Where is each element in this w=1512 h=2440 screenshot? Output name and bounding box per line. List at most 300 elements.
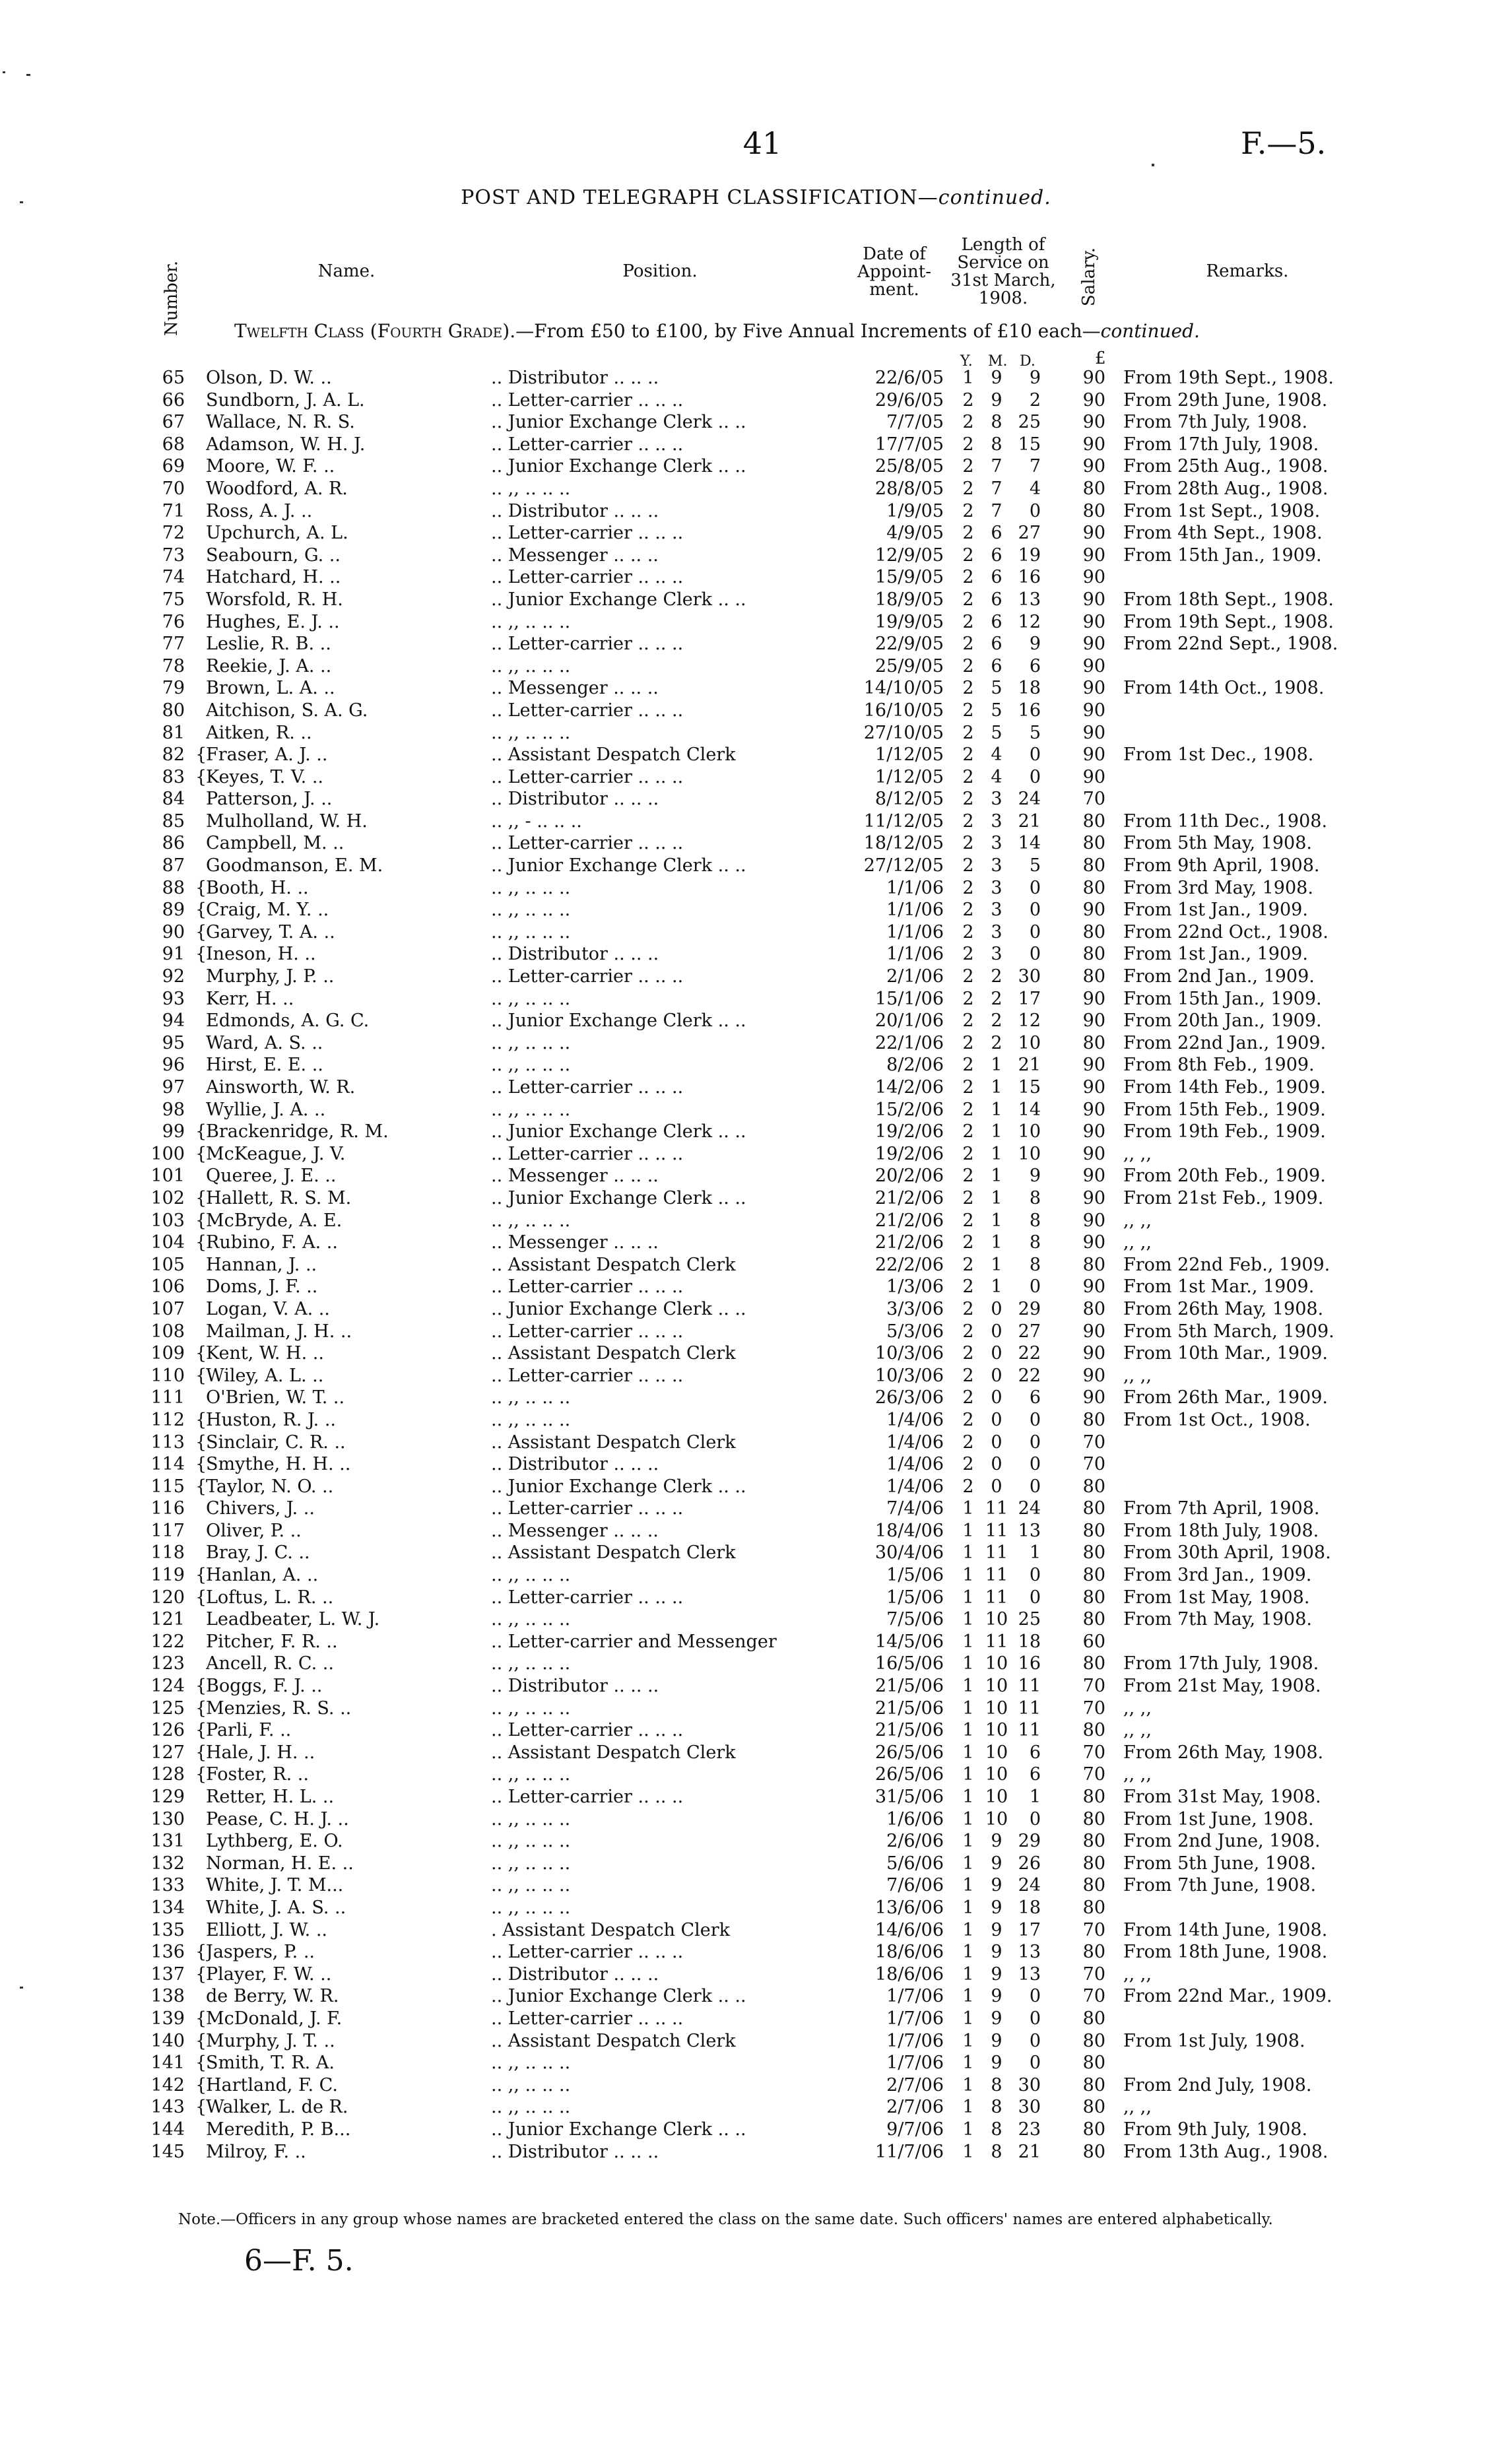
row-salary: 80 [1082, 921, 1105, 942]
row-years: 2 [962, 855, 974, 876]
row-months: 1 [991, 1232, 1003, 1253]
margin-speck [20, 1987, 23, 1989]
row-date: 15/2/06 [874, 1099, 944, 1120]
row-months: 8 [991, 2119, 1003, 2140]
row-salary: 80 [1082, 500, 1105, 521]
row-years: 1 [962, 1919, 974, 1940]
row-name: Wyllie, J. A. .. [206, 1099, 326, 1120]
row-days: 5 [1029, 722, 1041, 743]
row-date: 1/1/06 [886, 921, 944, 942]
row-bracket: { [195, 1343, 207, 1364]
row-remarks: From 18th Sept., 1908. [1123, 589, 1334, 610]
row-months: 10 [985, 1653, 1008, 1674]
row-remarks: From 1st July, 1908. [1123, 2030, 1305, 2051]
row-bracket: { [195, 900, 207, 921]
row-date: 7/6/06 [886, 1875, 944, 1896]
row-number: 139 [150, 2008, 185, 2029]
row-salary: 90 [1082, 589, 1105, 610]
row-remarks: From 29th June, 1908. [1123, 389, 1328, 411]
table-row [0, 611, 1512, 634]
row-number: 127 [150, 1742, 185, 1763]
table-row [0, 1476, 1512, 1498]
row-date: 27/12/05 [863, 855, 944, 876]
row-days: 27 [1018, 1321, 1041, 1342]
row-days: 13 [1018, 1963, 1041, 1985]
row-name: McDonald, J. F. [206, 2008, 343, 2029]
row-months: 9 [991, 2053, 1003, 2074]
row-name: Woodford, A. R. [206, 478, 348, 499]
row-salary: 90 [1082, 434, 1105, 455]
margin-speck [3, 71, 5, 73]
row-position: .. Letter-carrier .. .. .. [491, 1321, 684, 1342]
row-years: 2 [962, 833, 974, 854]
row-years: 1 [962, 1653, 974, 1674]
row-days: 10 [1018, 1121, 1041, 1142]
row-position: .. Letter-carrier .. .. .. [491, 1365, 684, 1386]
row-number: 136 [150, 1942, 185, 1963]
row-date: 1/7/06 [886, 2053, 944, 2074]
table-row [0, 1054, 1512, 1076]
row-position: .. ,, .. .. .. [491, 1210, 571, 1231]
table-row [0, 1365, 1512, 1387]
row-number: 120 [150, 1587, 185, 1608]
row-date: 15/1/06 [874, 988, 944, 1009]
row-date: 13/6/06 [874, 1897, 944, 1918]
row-salary: 80 [1082, 1498, 1105, 1519]
row-salary: 70 [1082, 1986, 1105, 2007]
row-salary: 80 [1082, 2141, 1105, 2162]
row-date: 1/9/05 [886, 500, 944, 521]
row-number: 65 [162, 368, 185, 388]
row-remarks: From 22nd Feb., 1909. [1123, 1254, 1331, 1275]
row-date: 25/9/05 [874, 655, 944, 676]
table-row [0, 722, 1512, 744]
row-remarks: ,, ,, [1123, 1365, 1152, 1386]
row-salary: 70 [1082, 1742, 1105, 1763]
row-days: 26 [1018, 1853, 1041, 1874]
row-number: 132 [150, 1853, 185, 1874]
row-name: McKeague, J. V. [206, 1143, 346, 1164]
row-days: 0 [1029, 2030, 1041, 2051]
row-remarks: From 5th May, 1908. [1123, 833, 1312, 854]
class-subheading [234, 320, 1200, 342]
row-position: .. Letter-carrier .. .. .. [491, 966, 684, 987]
row-position: .. ,, .. .. .. [491, 2053, 571, 2074]
row-name: Wallace, N. R. S. [206, 412, 355, 433]
row-position: .. ,, .. .. .. [491, 2097, 571, 2118]
row-months: 2 [991, 1032, 1003, 1053]
row-name: Worsfold, R. H. [206, 589, 343, 610]
row-number: 91 [162, 944, 185, 965]
row-number: 129 [150, 1787, 185, 1807]
row-remarks: From 2nd June, 1908. [1123, 1831, 1321, 1852]
row-remarks: From 3rd May, 1908. [1123, 877, 1313, 898]
row-name: Rubino, F. A. .. [206, 1232, 338, 1253]
row-position: .. ,, .. .. .. [491, 1897, 571, 1918]
row-name: Doms, J. F. .. [206, 1276, 318, 1298]
row-remarks: From 7th April, 1908. [1123, 1498, 1320, 1519]
table-row [0, 1564, 1512, 1587]
row-days: 30 [1018, 2074, 1041, 2095]
row-date: 26/3/06 [874, 1387, 944, 1408]
row-months: 11 [985, 1520, 1008, 1541]
table-row [0, 899, 1512, 921]
row-position: .. ,, .. .. .. [491, 1055, 571, 1076]
row-bracket: { [195, 1587, 207, 1608]
row-salary: 80 [1082, 966, 1105, 987]
row-days: 0 [1029, 1565, 1041, 1586]
row-months: 3 [991, 810, 1003, 832]
row-years: 2 [962, 434, 974, 455]
row-days: 8 [1029, 1210, 1041, 1231]
table-row [0, 766, 1512, 789]
row-name: Reekie, J. A. .. [206, 655, 332, 676]
row-years: 2 [962, 700, 974, 721]
row-date: 1/4/06 [886, 1476, 944, 1497]
row-name: Hannan, J. .. [206, 1254, 317, 1275]
row-salary: 90 [1082, 900, 1105, 921]
table-row [0, 1698, 1512, 1720]
table-row [0, 1742, 1512, 1764]
row-date: 9/7/06 [886, 2119, 944, 2140]
row-date: 18/6/06 [874, 1963, 944, 1985]
row-remarks: From 26th May, 1908. [1123, 1298, 1324, 1319]
row-months: 11 [985, 1498, 1008, 1519]
row-months: 6 [991, 589, 1003, 610]
row-name: Hallett, R. S. M. [206, 1187, 352, 1208]
row-days: 0 [1029, 900, 1041, 921]
row-remarks: From 22nd Jan., 1909. [1123, 1032, 1327, 1053]
row-salary: 80 [1082, 2097, 1105, 2118]
row-remarks: ,, ,, [1123, 1698, 1152, 1719]
row-salary: 60 [1082, 1631, 1105, 1652]
row-years: 1 [962, 1787, 974, 1807]
row-date: 14/5/06 [874, 1631, 944, 1652]
row-remarks: ,, ,, [1123, 1764, 1152, 1785]
row-months: 6 [991, 567, 1003, 588]
row-name: Smith, T. R. A. [206, 2053, 335, 2074]
row-years: 2 [962, 1187, 974, 1208]
row-months: 8 [991, 434, 1003, 455]
row-date: 4/9/05 [886, 523, 944, 544]
row-days: 0 [1029, 1276, 1041, 1298]
row-date: 1/7/06 [886, 2008, 944, 2029]
row-days: 0 [1029, 944, 1041, 965]
row-position: .. Letter-carrier .. .. .. [491, 833, 684, 854]
title-continued: continued. [938, 186, 1051, 209]
row-remarks: From 21st May, 1908. [1123, 1676, 1321, 1697]
table-row [0, 1587, 1512, 1609]
table-row [0, 788, 1512, 810]
row-months: 1 [991, 1099, 1003, 1120]
row-months: 10 [985, 1808, 1008, 1830]
row-salary: 90 [1082, 1232, 1105, 1253]
row-remarks: From 9th July, 1908. [1123, 2119, 1308, 2140]
row-position: .. Letter-carrier .. .. .. [491, 389, 684, 411]
row-days: 6 [1029, 1387, 1041, 1408]
row-salary: 80 [1082, 1542, 1105, 1564]
table-row [0, 1941, 1512, 1963]
row-months: 9 [991, 1919, 1003, 1940]
row-name: Aitken, R. .. [206, 722, 312, 743]
row-years: 2 [962, 744, 974, 766]
row-days: 29 [1018, 1831, 1041, 1852]
row-position: .. Assistant Despatch Clerk [491, 1254, 736, 1275]
row-salary: 90 [1082, 389, 1105, 411]
row-position: .. ,, .. .. .. [491, 478, 571, 499]
row-days: 0 [1029, 1476, 1041, 1497]
row-date: 1/7/06 [886, 1986, 944, 2007]
row-position: .. Letter-carrier .. .. .. [491, 1143, 684, 1164]
row-number: 128 [150, 1764, 185, 1785]
row-salary: 70 [1082, 1764, 1105, 1785]
row-days: 17 [1018, 988, 1041, 1009]
row-number: 133 [150, 1875, 185, 1896]
row-months: 6 [991, 544, 1003, 566]
row-days: 6 [1029, 1764, 1041, 1785]
row-number: 84 [162, 789, 185, 810]
row-salary: 70 [1082, 1963, 1105, 1985]
row-months: 1 [991, 1143, 1003, 1164]
row-date: 12/9/05 [874, 544, 944, 566]
row-date: 21/5/06 [874, 1720, 944, 1741]
row-months: 10 [985, 1720, 1008, 1741]
table-row [0, 832, 1512, 855]
row-date: 15/9/05 [874, 567, 944, 588]
row-months: 1 [991, 1210, 1003, 1231]
row-years: 1 [962, 2074, 974, 2095]
row-days: 13 [1018, 589, 1041, 610]
row-position: .. ,, .. .. .. [491, 900, 571, 921]
row-position: .. ,, .. .. .. [491, 877, 571, 898]
row-bracket: { [195, 1210, 207, 1231]
row-position: .. ,, .. .. .. [491, 655, 571, 676]
row-remarks: From 9th April, 1908. [1123, 855, 1320, 876]
row-date: 1/4/06 [886, 1432, 944, 1453]
row-remarks: From 10th Mar., 1909. [1123, 1343, 1328, 1364]
row-days: 9 [1029, 1166, 1041, 1187]
row-months: 3 [991, 900, 1003, 921]
row-position: .. ,, .. .. .. [491, 1609, 571, 1630]
row-position: .. Distributor .. .. .. [491, 500, 659, 521]
row-date: 18/4/06 [874, 1520, 944, 1541]
row-months: 9 [991, 2008, 1003, 2029]
row-salary: 80 [1082, 1942, 1105, 1963]
row-salary: 90 [1082, 412, 1105, 433]
row-days: 25 [1018, 1609, 1041, 1630]
class-continued: continued. [1100, 320, 1200, 342]
row-name: Hanlan, A. .. [206, 1565, 319, 1586]
row-months: 3 [991, 877, 1003, 898]
table-row [0, 1985, 1512, 2008]
row-days: 30 [1018, 2097, 1041, 2118]
row-name: Hale, J. H. .. [206, 1742, 315, 1763]
row-remarks: From 20th Jan., 1909. [1123, 1010, 1322, 1032]
row-number: 140 [150, 2030, 185, 2051]
row-number: 81 [162, 722, 185, 743]
row-date: 26/5/06 [874, 1764, 944, 1785]
row-number: 88 [162, 877, 185, 898]
row-name: Murphy, J. P. .. [206, 966, 335, 987]
row-years: 1 [962, 1587, 974, 1608]
row-name: Hartland, F. C. [206, 2074, 338, 2095]
row-number: 141 [150, 2053, 185, 2074]
table-row [0, 1853, 1512, 1875]
row-months: 9 [991, 1831, 1003, 1852]
row-number: 68 [162, 434, 185, 455]
row-number: 69 [162, 456, 185, 477]
row-salary: 80 [1082, 855, 1105, 876]
row-months: 10 [985, 1676, 1008, 1697]
row-days: 16 [1018, 700, 1041, 721]
table-row [0, 1631, 1512, 1653]
row-position: .. Letter-carrier .. .. .. [491, 1942, 684, 1963]
row-years: 2 [962, 1276, 974, 1298]
row-days: 0 [1029, 1808, 1041, 1830]
row-years: 2 [962, 921, 974, 942]
table-row [0, 1409, 1512, 1432]
row-months: 9 [991, 1963, 1003, 1985]
row-months: 0 [991, 1387, 1003, 1408]
row-days: 14 [1018, 833, 1041, 854]
row-years: 2 [962, 1055, 974, 1076]
row-months: 1 [991, 1166, 1003, 1187]
row-months: 10 [985, 1787, 1008, 1807]
row-remarks: ,, ,, [1123, 1720, 1152, 1741]
row-position: .. Assistant Despatch Clerk [491, 1432, 736, 1453]
row-remarks: From 15th Feb., 1909. [1123, 1099, 1326, 1120]
table-row [0, 1342, 1512, 1365]
row-years: 1 [962, 1764, 974, 1785]
row-position: .. Letter-carrier .. .. .. [491, 523, 684, 544]
row-position: .. Junior Exchange Clerk .. .. [491, 1187, 746, 1208]
row-years: 2 [962, 1099, 974, 1120]
row-months: 7 [991, 500, 1003, 521]
row-date: 1/1/06 [886, 944, 944, 965]
row-days: 17 [1018, 1919, 1041, 1940]
row-remarks: From 31st May, 1908. [1123, 1787, 1321, 1807]
row-name: Campbell, M. .. [206, 833, 345, 854]
row-years: 2 [962, 900, 974, 921]
row-years: 2 [962, 966, 974, 987]
row-number: 99 [162, 1121, 185, 1142]
row-salary: 90 [1082, 1010, 1105, 1032]
row-days: 0 [1029, 500, 1041, 521]
row-position: .. Letter-carrier .. .. .. [491, 1787, 684, 1807]
row-months: 8 [991, 2074, 1003, 2095]
row-position: .. Letter-carrier .. .. .. [491, 766, 684, 787]
row-salary: 80 [1082, 833, 1105, 854]
table-row [0, 1963, 1512, 1986]
row-years: 2 [962, 1077, 974, 1098]
row-months: 10 [985, 1698, 1008, 1719]
row-number: 101 [150, 1166, 185, 1187]
row-position: .. Junior Exchange Clerk .. .. [491, 589, 746, 610]
table-row [0, 1187, 1512, 1210]
row-years: 2 [962, 1365, 974, 1386]
row-salary: 80 [1082, 2008, 1105, 2029]
row-position: .. Letter-carrier .. .. .. [491, 434, 684, 455]
row-bracket: { [195, 1720, 207, 1741]
row-days: 0 [1029, 1432, 1041, 1453]
row-date: 22/9/05 [874, 634, 944, 655]
row-number: 77 [162, 634, 185, 655]
row-salary: 90 [1082, 1365, 1105, 1386]
row-days: 10 [1018, 1032, 1041, 1053]
row-number: 113 [150, 1432, 185, 1453]
row-years: 2 [962, 944, 974, 965]
row-bracket: { [195, 2008, 207, 2029]
table-row [0, 810, 1512, 833]
row-number: 75 [162, 589, 185, 610]
pound-label: £ [1095, 348, 1106, 368]
table-row [0, 700, 1512, 722]
row-bracket: { [195, 1121, 207, 1142]
row-number: 107 [150, 1298, 185, 1319]
row-salary: 70 [1082, 1676, 1105, 1697]
row-date: 19/9/05 [874, 611, 944, 632]
row-months: 1 [991, 1187, 1003, 1208]
row-bracket: { [195, 1698, 207, 1719]
row-number: 144 [150, 2119, 185, 2140]
row-name: Booth, H. .. [206, 877, 309, 898]
table-row [0, 455, 1512, 478]
table-row [0, 478, 1512, 500]
row-remarks: ,, ,, [1123, 2097, 1152, 2118]
row-number: 103 [150, 1210, 185, 1231]
row-name: Pitcher, F. R. .. [206, 1631, 338, 1652]
row-name: Norman, H. E. .. [206, 1853, 354, 1874]
row-remarks: From 15th Jan., 1909. [1123, 544, 1322, 566]
row-position: .. ,, .. .. .. [491, 1032, 571, 1053]
row-months: 0 [991, 1365, 1003, 1386]
row-number: 102 [150, 1187, 185, 1208]
row-salary: 90 [1082, 655, 1105, 676]
row-number: 71 [162, 500, 185, 521]
row-date: 7/4/06 [886, 1498, 944, 1519]
row-years: 1 [962, 1542, 974, 1564]
row-months: 5 [991, 700, 1003, 721]
row-position: .. Distributor .. .. .. [491, 368, 659, 388]
table-row [0, 1897, 1512, 1919]
row-salary: 80 [1082, 1476, 1105, 1497]
header-number: Number. [162, 261, 181, 337]
row-position: .. Assistant Despatch Clerk [491, 1742, 736, 1763]
row-name: Leadbeater, L. W. J. [206, 1609, 380, 1630]
table-row [0, 1099, 1512, 1121]
row-number: 116 [150, 1498, 185, 1519]
row-name: Upchurch, A. L. [206, 523, 348, 544]
row-salary: 80 [1082, 1787, 1105, 1807]
table-row [0, 434, 1512, 456]
row-months: 3 [991, 789, 1003, 810]
row-bracket: { [195, 766, 207, 787]
row-days: 11 [1018, 1698, 1041, 1719]
row-months: 11 [985, 1587, 1008, 1608]
row-months: 4 [991, 766, 1003, 787]
row-days: 18 [1018, 1897, 1041, 1918]
row-position: .. Junior Exchange Clerk .. .. [491, 1986, 746, 2007]
row-years: 1 [962, 1609, 974, 1630]
row-number: 117 [150, 1520, 185, 1541]
row-number: 100 [150, 1143, 185, 1164]
row-name: Walker, L. de R. [206, 2097, 348, 2118]
table-row [0, 1143, 1512, 1166]
row-months: 11 [985, 1565, 1008, 1586]
row-name: Ainsworth, W. R. [206, 1077, 356, 1098]
row-years: 1 [962, 2119, 974, 2140]
row-salary: 90 [1082, 523, 1105, 544]
